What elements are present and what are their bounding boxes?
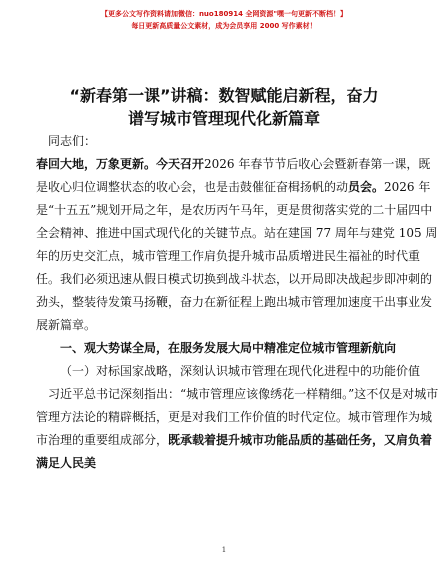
promo-banner [0,8,448,32]
para1-text-1: 2026 年春节节后收心会暨新春第一课，既是收心归位调整状态的收心会，也是击鼓催征奋楫扬帆的动 [36,157,431,194]
salutation: 同志们： [48,134,97,148]
document-title [40,84,408,130]
para1-bold-mid: 员会。 [348,180,385,194]
promo-banner-line-2: 每日更新高质量公文素材，成为会员享用 2000 写作素材！ [131,22,317,30]
para1-text-2: 2026 年是“十五五”规划开局之年，是农历丙午马年，更是贯彻落实党的二十届四中全会精神、推进中国式现代化的关键节点。站在建国 77 周年与建党 105 周年的历史交汇点，城市管理工作肩负提升城市品质增进民生福祉的时代重任。我们必须迅速从假日模式切换到战斗状态，以开局即决战起步即冲刺的劲头，整装待发策马扬鞭，奋力在新征程上跑出城市管理加速度干出事业发展新篇章。 [36,180,438,332]
paragraph-1 [36,153,440,337]
subsection-heading-1: （一）对标国家战略，深刻认识城市管理在现代化进程中的功能价值 [60,364,421,378]
page-number: 1 [221,546,227,554]
paragraph-2 [36,383,440,475]
para2-text: 习近平总书记深刻指出：“城市管理应该像绣花一样精细。”这不仅是对城市管理方法论的精辟概括，更是对我们工作价值的时代定位。城市管理作为城市治理的重要组成部分， [36,387,439,447]
title-line-1: “新春第一课”讲稿：数智赋能启新程，奋力 [69,86,379,105]
document-body [36,130,440,475]
para1-bold-lead: 春回大地，万象更新。今天召开 [36,157,205,171]
promo-banner-line-1: 【更多公文写作资料请加微信：nuo180914 全网资源"嘿一句更新不断档！】 [100,10,348,18]
section-heading-1: 一、观大势谋全局，在服务发展大局中精准定位城市管理新航向 [60,341,397,355]
para2-bold: 既承载着提升城市功能品质的基础任务，又肩负着满足人民美 [36,433,433,470]
title-line-2: 谱写城市管理现代化新篇章 [127,109,320,128]
